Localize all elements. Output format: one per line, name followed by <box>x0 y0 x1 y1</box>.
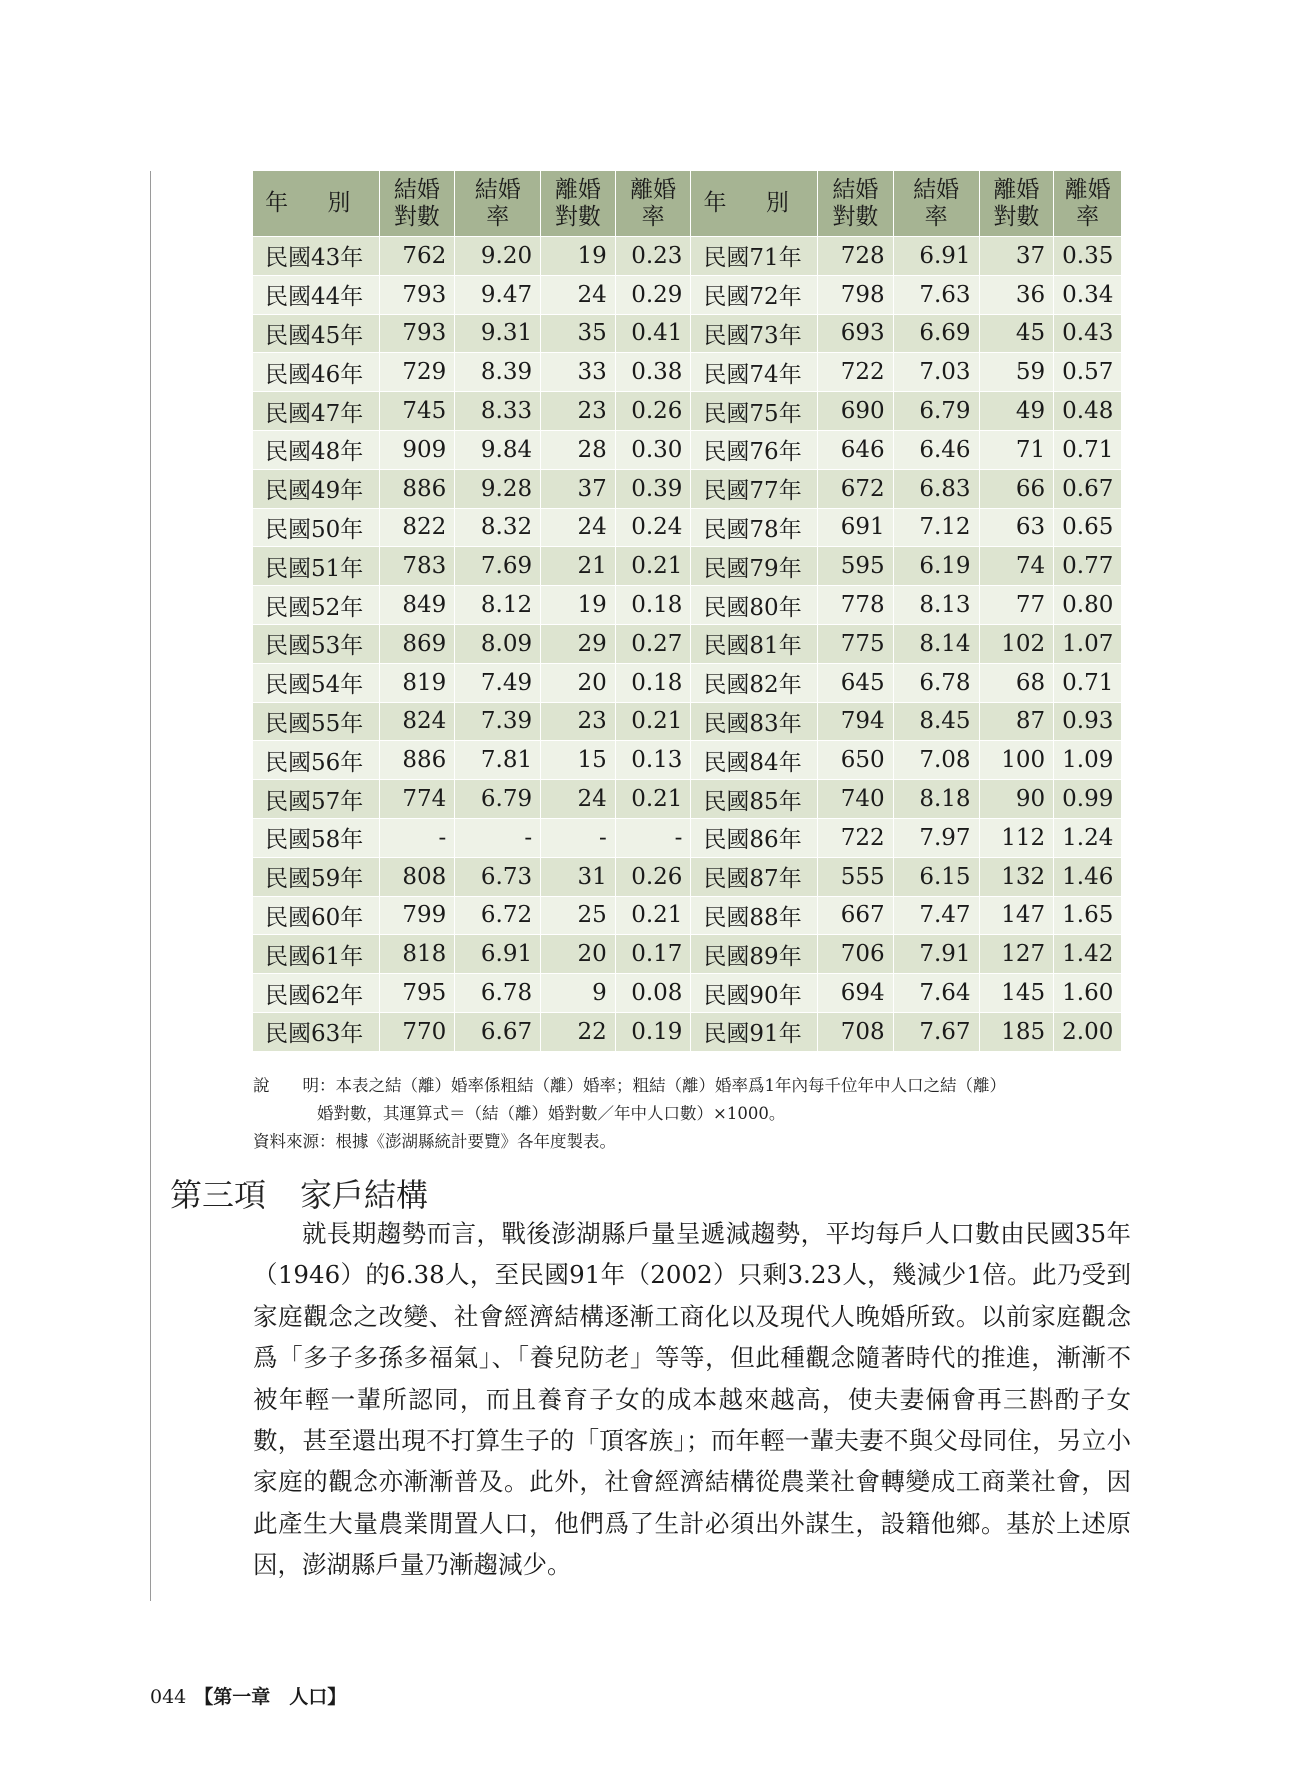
cell-marriages: 646 <box>818 431 894 470</box>
cell-marriage-rate: 7.63 <box>894 276 980 315</box>
cell-year: 民國53年 <box>253 625 380 664</box>
cell-year: 民國60年 <box>253 897 380 936</box>
cell-year: 民國44年 <box>253 276 380 315</box>
cell-marriage-rate: 6.78 <box>455 974 541 1013</box>
cell-divorces: 24 <box>541 780 616 819</box>
cell-year: 民國74年 <box>691 353 818 392</box>
cell-marriage-rate: 6.78 <box>894 664 980 703</box>
cell-divorce-rate: 0.23 <box>616 237 692 276</box>
cell-marriages: 849 <box>380 586 456 625</box>
cell-marriage-rate: 8.14 <box>894 625 980 664</box>
cell-marriages: 798 <box>818 276 894 315</box>
cell-year: 民國52年 <box>253 586 380 625</box>
cell-year: 民國43年 <box>253 237 380 276</box>
cell-divorce-rate: 0.38 <box>616 353 692 392</box>
cell-divorce-rate: 0.17 <box>616 935 692 974</box>
cell-marriage-rate: 7.69 <box>455 547 541 586</box>
cell-divorce-rate: 0.77 <box>1054 547 1122 586</box>
cell-marriage-rate: 8.39 <box>455 353 541 392</box>
cell-divorce-rate: 0.26 <box>616 858 692 897</box>
cell-marriages: 708 <box>818 1013 894 1052</box>
header-marriages: 結婚 對數 <box>380 171 456 237</box>
cell-divorce-rate: 0.34 <box>1054 276 1122 315</box>
cell-year: 民國55年 <box>253 703 380 742</box>
cell-divorce-rate: 0.30 <box>616 431 692 470</box>
cell-marriage-rate: 6.69 <box>894 315 980 354</box>
page-number: 044 <box>150 1686 187 1708</box>
cell-marriage-rate: 6.73 <box>455 858 541 897</box>
table-row <box>253 664 1122 703</box>
cell-year: 民國58年 <box>253 819 380 858</box>
cell-divorces: 15 <box>541 741 616 780</box>
cell-marriages: 774 <box>380 780 456 819</box>
cell-divorces: 19 <box>541 586 616 625</box>
cell-marriage-rate: 9.31 <box>455 315 541 354</box>
cell-divorce-rate: 0.71 <box>1054 431 1122 470</box>
table-row <box>253 780 1122 819</box>
cell-marriage-rate: 6.19 <box>894 547 980 586</box>
cell-divorces: 21 <box>541 547 616 586</box>
cell-divorces: 37 <box>980 237 1055 276</box>
cell-divorces: 20 <box>541 935 616 974</box>
margin-rule <box>150 171 151 1601</box>
cell-divorces: 28 <box>541 431 616 470</box>
cell-divorce-rate: 0.29 <box>616 276 692 315</box>
cell-marriage-rate: 7.91 <box>894 935 980 974</box>
cell-marriage-rate: 7.67 <box>894 1013 980 1052</box>
cell-marriages: 691 <box>818 509 894 548</box>
cell-year: 民國84年 <box>691 741 818 780</box>
cell-marriage-rate: 6.67 <box>455 1013 541 1052</box>
cell-marriage-rate: 6.79 <box>455 780 541 819</box>
cell-divorce-rate: 2.00 <box>1054 1013 1122 1052</box>
cell-year: 民國57年 <box>253 780 380 819</box>
cell-marriage-rate: 6.91 <box>455 935 541 974</box>
cell-year: 民國63年 <box>253 1013 380 1052</box>
cell-year: 民國90年 <box>691 974 818 1013</box>
cell-marriages: 824 <box>380 703 456 742</box>
cell-marriage-rate: 6.91 <box>894 237 980 276</box>
cell-marriages: 650 <box>818 741 894 780</box>
cell-divorce-rate: 0.21 <box>616 897 692 936</box>
cell-marriage-rate: 6.46 <box>894 431 980 470</box>
table-header-row <box>253 171 1122 237</box>
cell-marriages: 783 <box>380 547 456 586</box>
cell-divorce-rate: 1.46 <box>1054 858 1122 897</box>
cell-year: 民國88年 <box>691 897 818 936</box>
cell-divorce-rate: 0.18 <box>616 586 692 625</box>
cell-marriage-rate: 8.12 <box>455 586 541 625</box>
cell-marriages: 775 <box>818 625 894 664</box>
cell-divorce-rate: 1.07 <box>1054 625 1122 664</box>
cell-marriages: 770 <box>380 1013 456 1052</box>
cell-marriage-rate: 9.84 <box>455 431 541 470</box>
cell-divorce-rate: 0.08 <box>616 974 692 1013</box>
cell-divorces: 37 <box>541 470 616 509</box>
cell-divorce-rate: 1.42 <box>1054 935 1122 974</box>
cell-marriages: 778 <box>818 586 894 625</box>
cell-marriage-rate: 6.15 <box>894 858 980 897</box>
table-row <box>253 586 1122 625</box>
header-divorces: 離婚 對數 <box>980 171 1055 237</box>
header-marriage-rate: 結婚 率 <box>894 171 980 237</box>
cell-year: 民國48年 <box>253 431 380 470</box>
cell-divorce-rate: 0.71 <box>1054 664 1122 703</box>
table-row <box>253 858 1122 897</box>
table-notes <box>253 1072 1133 1156</box>
cell-divorces: 49 <box>980 392 1055 431</box>
cell-year: 民國82年 <box>691 664 818 703</box>
section-number: 第三項 <box>170 1176 267 1214</box>
cell-divorces: 66 <box>980 470 1055 509</box>
cell-divorce-rate: 0.93 <box>1054 703 1122 742</box>
cell-marriages: 729 <box>380 353 456 392</box>
table-row <box>253 1013 1122 1052</box>
cell-year: 民國50年 <box>253 509 380 548</box>
cell-year: 民國83年 <box>691 703 818 742</box>
cell-year: 民國86年 <box>691 819 818 858</box>
cell-divorces: 36 <box>980 276 1055 315</box>
cell-year: 民國46年 <box>253 353 380 392</box>
cell-divorce-rate: 0.24 <box>616 509 692 548</box>
table-row <box>253 974 1122 1013</box>
table-row <box>253 935 1122 974</box>
cell-year: 民國81年 <box>691 625 818 664</box>
cell-divorces: 74 <box>980 547 1055 586</box>
cell-marriages: 693 <box>818 315 894 354</box>
cell-marriage-rate: 6.79 <box>894 392 980 431</box>
table-row <box>253 703 1122 742</box>
cell-divorce-rate: 0.19 <box>616 1013 692 1052</box>
table-row <box>253 353 1122 392</box>
cell-marriages: 728 <box>818 237 894 276</box>
page-footer <box>150 1682 346 1709</box>
cell-marriage-rate: 8.09 <box>455 625 541 664</box>
cell-year: 民國61年 <box>253 935 380 974</box>
cell-year: 民國62年 <box>253 974 380 1013</box>
cell-divorce-rate: 0.21 <box>616 780 692 819</box>
table-row <box>253 819 1122 858</box>
cell-marriages: 706 <box>818 935 894 974</box>
header-divorce-rate: 離婚 率 <box>616 171 692 237</box>
cell-marriage-rate: 9.28 <box>455 470 541 509</box>
cell-marriages: 672 <box>818 470 894 509</box>
cell-divorce-rate: 1.09 <box>1054 741 1122 780</box>
cell-divorces: 45 <box>980 315 1055 354</box>
cell-year: 民國73年 <box>691 315 818 354</box>
cell-marriages: 595 <box>818 547 894 586</box>
cell-year: 民國76年 <box>691 431 818 470</box>
cell-year: 民國51年 <box>253 547 380 586</box>
cell-marriages: 555 <box>818 858 894 897</box>
cell-divorces: 23 <box>541 392 616 431</box>
cell-marriages: 722 <box>818 819 894 858</box>
marriage-divorce-table <box>253 171 1122 1052</box>
table-row <box>253 897 1122 936</box>
cell-year: 民國49年 <box>253 470 380 509</box>
table-row <box>253 741 1122 780</box>
cell-divorces: 185 <box>980 1013 1055 1052</box>
cell-year: 民國89年 <box>691 935 818 974</box>
cell-marriages: 818 <box>380 935 456 974</box>
cell-divorce-rate: 0.67 <box>1054 470 1122 509</box>
cell-divorces: 22 <box>541 1013 616 1052</box>
cell-divorce-rate: 0.39 <box>616 470 692 509</box>
table-row <box>253 431 1122 470</box>
cell-marriage-rate: 7.47 <box>894 897 980 936</box>
cell-divorce-rate: 1.24 <box>1054 819 1122 858</box>
header-year: 年 別 <box>253 171 380 237</box>
header-divorces: 離婚 對數 <box>541 171 616 237</box>
cell-marriages: 909 <box>380 431 456 470</box>
cell-divorces: 35 <box>541 315 616 354</box>
cell-marriages: 740 <box>818 780 894 819</box>
cell-year: 民國87年 <box>691 858 818 897</box>
cell-divorce-rate: 0.13 <box>616 741 692 780</box>
table-row <box>253 625 1122 664</box>
cell-divorces: 23 <box>541 703 616 742</box>
table-row <box>253 276 1122 315</box>
cell-marriages: 819 <box>380 664 456 703</box>
cell-marriages: 694 <box>818 974 894 1013</box>
cell-marriage-rate: 8.13 <box>894 586 980 625</box>
cell-divorces: 59 <box>980 353 1055 392</box>
cell-divorce-rate: 1.65 <box>1054 897 1122 936</box>
cell-marriage-rate: 8.33 <box>455 392 541 431</box>
cell-divorce-rate: 0.27 <box>616 625 692 664</box>
header-marriages: 結婚 對數 <box>818 171 894 237</box>
section-heading <box>170 1170 428 1216</box>
cell-marriage-rate: 7.12 <box>894 509 980 548</box>
table-row <box>253 392 1122 431</box>
note-explanation-cont: 婚對數，其運算式＝（結（離）婚對數／年中人口數）×1000。 <box>317 1104 786 1123</box>
cell-divorces: - <box>541 819 616 858</box>
cell-divorces: 29 <box>541 625 616 664</box>
cell-year: 民國72年 <box>691 276 818 315</box>
cell-year: 民國75年 <box>691 392 818 431</box>
cell-marriage-rate: 8.32 <box>455 509 541 548</box>
cell-year: 民國91年 <box>691 1013 818 1052</box>
cell-marriage-rate: 8.45 <box>894 703 980 742</box>
body-paragraph: 就長期趨勢而言，戰後澎湖縣戶量呈遞減趨勢，平均每戶人口數由民國35年（1946）的6.38人，至民國91年（2002）只剩3.23人，幾減少1倍。此乃受到家庭觀念之改變、社會經濟結構逐漸工商化以及現代人晚婚所致。以前家庭觀念爲「多子多孫多福氣」、「養兒防老」等等，但此種觀念隨著時代的推進，漸漸不被年輕一輩所認同，而且養育子女的成本越來越高，使夫妻倆會再三斟酌子女數，甚至還出現不打算生子的「頂客族」；而年輕一輩夫妻不與父母同住，另立小家庭的觀念亦漸漸普及。此外，社會經濟結構從農業社會轉變成工商業社會，因此產生大量農業閒置人口，他們爲了生計必須出外謀生，設籍他鄉。基於上述原因，澎湖縣戶量乃漸趨減少。 <box>253 1219 1131 1580</box>
cell-marriages: 667 <box>818 897 894 936</box>
table-row <box>253 237 1122 276</box>
header-year: 年 別 <box>691 171 818 237</box>
header-marriage-rate: 結婚 率 <box>455 171 541 237</box>
cell-divorce-rate: 0.99 <box>1054 780 1122 819</box>
cell-divorces: 63 <box>980 509 1055 548</box>
cell-divorces: 147 <box>980 897 1055 936</box>
note-explanation: 說 明：本表之結（離）婚率係粗結（離）婚率；粗結（離）婚率爲1年內每千位年中人口之結（離） <box>253 1076 1006 1095</box>
cell-year: 民國59年 <box>253 858 380 897</box>
cell-divorce-rate: 0.21 <box>616 703 692 742</box>
cell-divorces: 24 <box>541 509 616 548</box>
cell-year: 民國85年 <box>691 780 818 819</box>
cell-marriage-rate: 7.97 <box>894 819 980 858</box>
cell-marriages: - <box>380 819 456 858</box>
cell-marriage-rate: 7.08 <box>894 741 980 780</box>
cell-marriages: 793 <box>380 276 456 315</box>
cell-year: 民國47年 <box>253 392 380 431</box>
cell-divorce-rate: 0.35 <box>1054 237 1122 276</box>
cell-divorces: 145 <box>980 974 1055 1013</box>
cell-divorces: 127 <box>980 935 1055 974</box>
cell-marriage-rate: 7.64 <box>894 974 980 1013</box>
cell-divorce-rate: 0.57 <box>1054 353 1122 392</box>
cell-divorce-rate: 0.21 <box>616 547 692 586</box>
cell-marriages: 722 <box>818 353 894 392</box>
cell-divorces: 87 <box>980 703 1055 742</box>
cell-divorces: 25 <box>541 897 616 936</box>
cell-marriage-rate: 7.03 <box>894 353 980 392</box>
cell-marriages: 793 <box>380 315 456 354</box>
header-divorce-rate: 離婚 率 <box>1054 171 1122 237</box>
cell-marriage-rate: 7.81 <box>455 741 541 780</box>
cell-marriages: 690 <box>818 392 894 431</box>
cell-marriage-rate: 6.83 <box>894 470 980 509</box>
cell-year: 民國71年 <box>691 237 818 276</box>
cell-divorces: 77 <box>980 586 1055 625</box>
cell-divorces: 31 <box>541 858 616 897</box>
cell-marriage-rate: 9.47 <box>455 276 541 315</box>
cell-marriages: 762 <box>380 237 456 276</box>
cell-divorce-rate: 1.60 <box>1054 974 1122 1013</box>
cell-divorces: 112 <box>980 819 1055 858</box>
cell-marriages: 822 <box>380 509 456 548</box>
cell-marriage-rate: 6.72 <box>455 897 541 936</box>
cell-divorce-rate: 0.26 <box>616 392 692 431</box>
cell-marriage-rate: 8.18 <box>894 780 980 819</box>
table-row <box>253 509 1122 548</box>
cell-divorces: 20 <box>541 664 616 703</box>
cell-marriages: 794 <box>818 703 894 742</box>
cell-divorce-rate: 0.48 <box>1054 392 1122 431</box>
cell-marriages: 799 <box>380 897 456 936</box>
cell-divorce-rate: 0.80 <box>1054 586 1122 625</box>
cell-year: 民國78年 <box>691 509 818 548</box>
table-row <box>253 547 1122 586</box>
cell-marriage-rate: 7.39 <box>455 703 541 742</box>
note-source: 資料來源：根據《澎湖縣統計要覽》各年度製表。 <box>253 1132 616 1151</box>
cell-divorces: 24 <box>541 276 616 315</box>
cell-divorces: 100 <box>980 741 1055 780</box>
cell-marriage-rate: 7.49 <box>455 664 541 703</box>
cell-divorces: 102 <box>980 625 1055 664</box>
table-row <box>253 315 1122 354</box>
cell-divorce-rate: 0.65 <box>1054 509 1122 548</box>
cell-divorce-rate: 0.43 <box>1054 315 1122 354</box>
section-title: 家戶結構 <box>300 1176 429 1214</box>
cell-divorce-rate: 0.41 <box>616 315 692 354</box>
cell-divorces: 71 <box>980 431 1055 470</box>
cell-year: 民國54年 <box>253 664 380 703</box>
table-body <box>253 237 1122 1052</box>
cell-divorce-rate: - <box>616 819 692 858</box>
cell-marriage-rate: 9.20 <box>455 237 541 276</box>
chapter-label: 【第一章 人口】 <box>194 1686 347 1708</box>
cell-year: 民國45年 <box>253 315 380 354</box>
cell-marriages: 886 <box>380 741 456 780</box>
cell-marriages: 808 <box>380 858 456 897</box>
cell-marriages: 745 <box>380 392 456 431</box>
cell-divorces: 132 <box>980 858 1055 897</box>
cell-divorce-rate: 0.18 <box>616 664 692 703</box>
cell-divorces: 90 <box>980 780 1055 819</box>
cell-year: 民國80年 <box>691 586 818 625</box>
cell-divorces: 9 <box>541 974 616 1013</box>
cell-year: 民國56年 <box>253 741 380 780</box>
cell-marriages: 645 <box>818 664 894 703</box>
cell-marriages: 869 <box>380 625 456 664</box>
cell-divorces: 33 <box>541 353 616 392</box>
cell-divorces: 19 <box>541 237 616 276</box>
cell-marriage-rate: - <box>455 819 541 858</box>
cell-year: 民國79年 <box>691 547 818 586</box>
cell-marriages: 795 <box>380 974 456 1013</box>
table-row <box>253 470 1122 509</box>
cell-marriages: 886 <box>380 470 456 509</box>
cell-year: 民國77年 <box>691 470 818 509</box>
cell-divorces: 68 <box>980 664 1055 703</box>
